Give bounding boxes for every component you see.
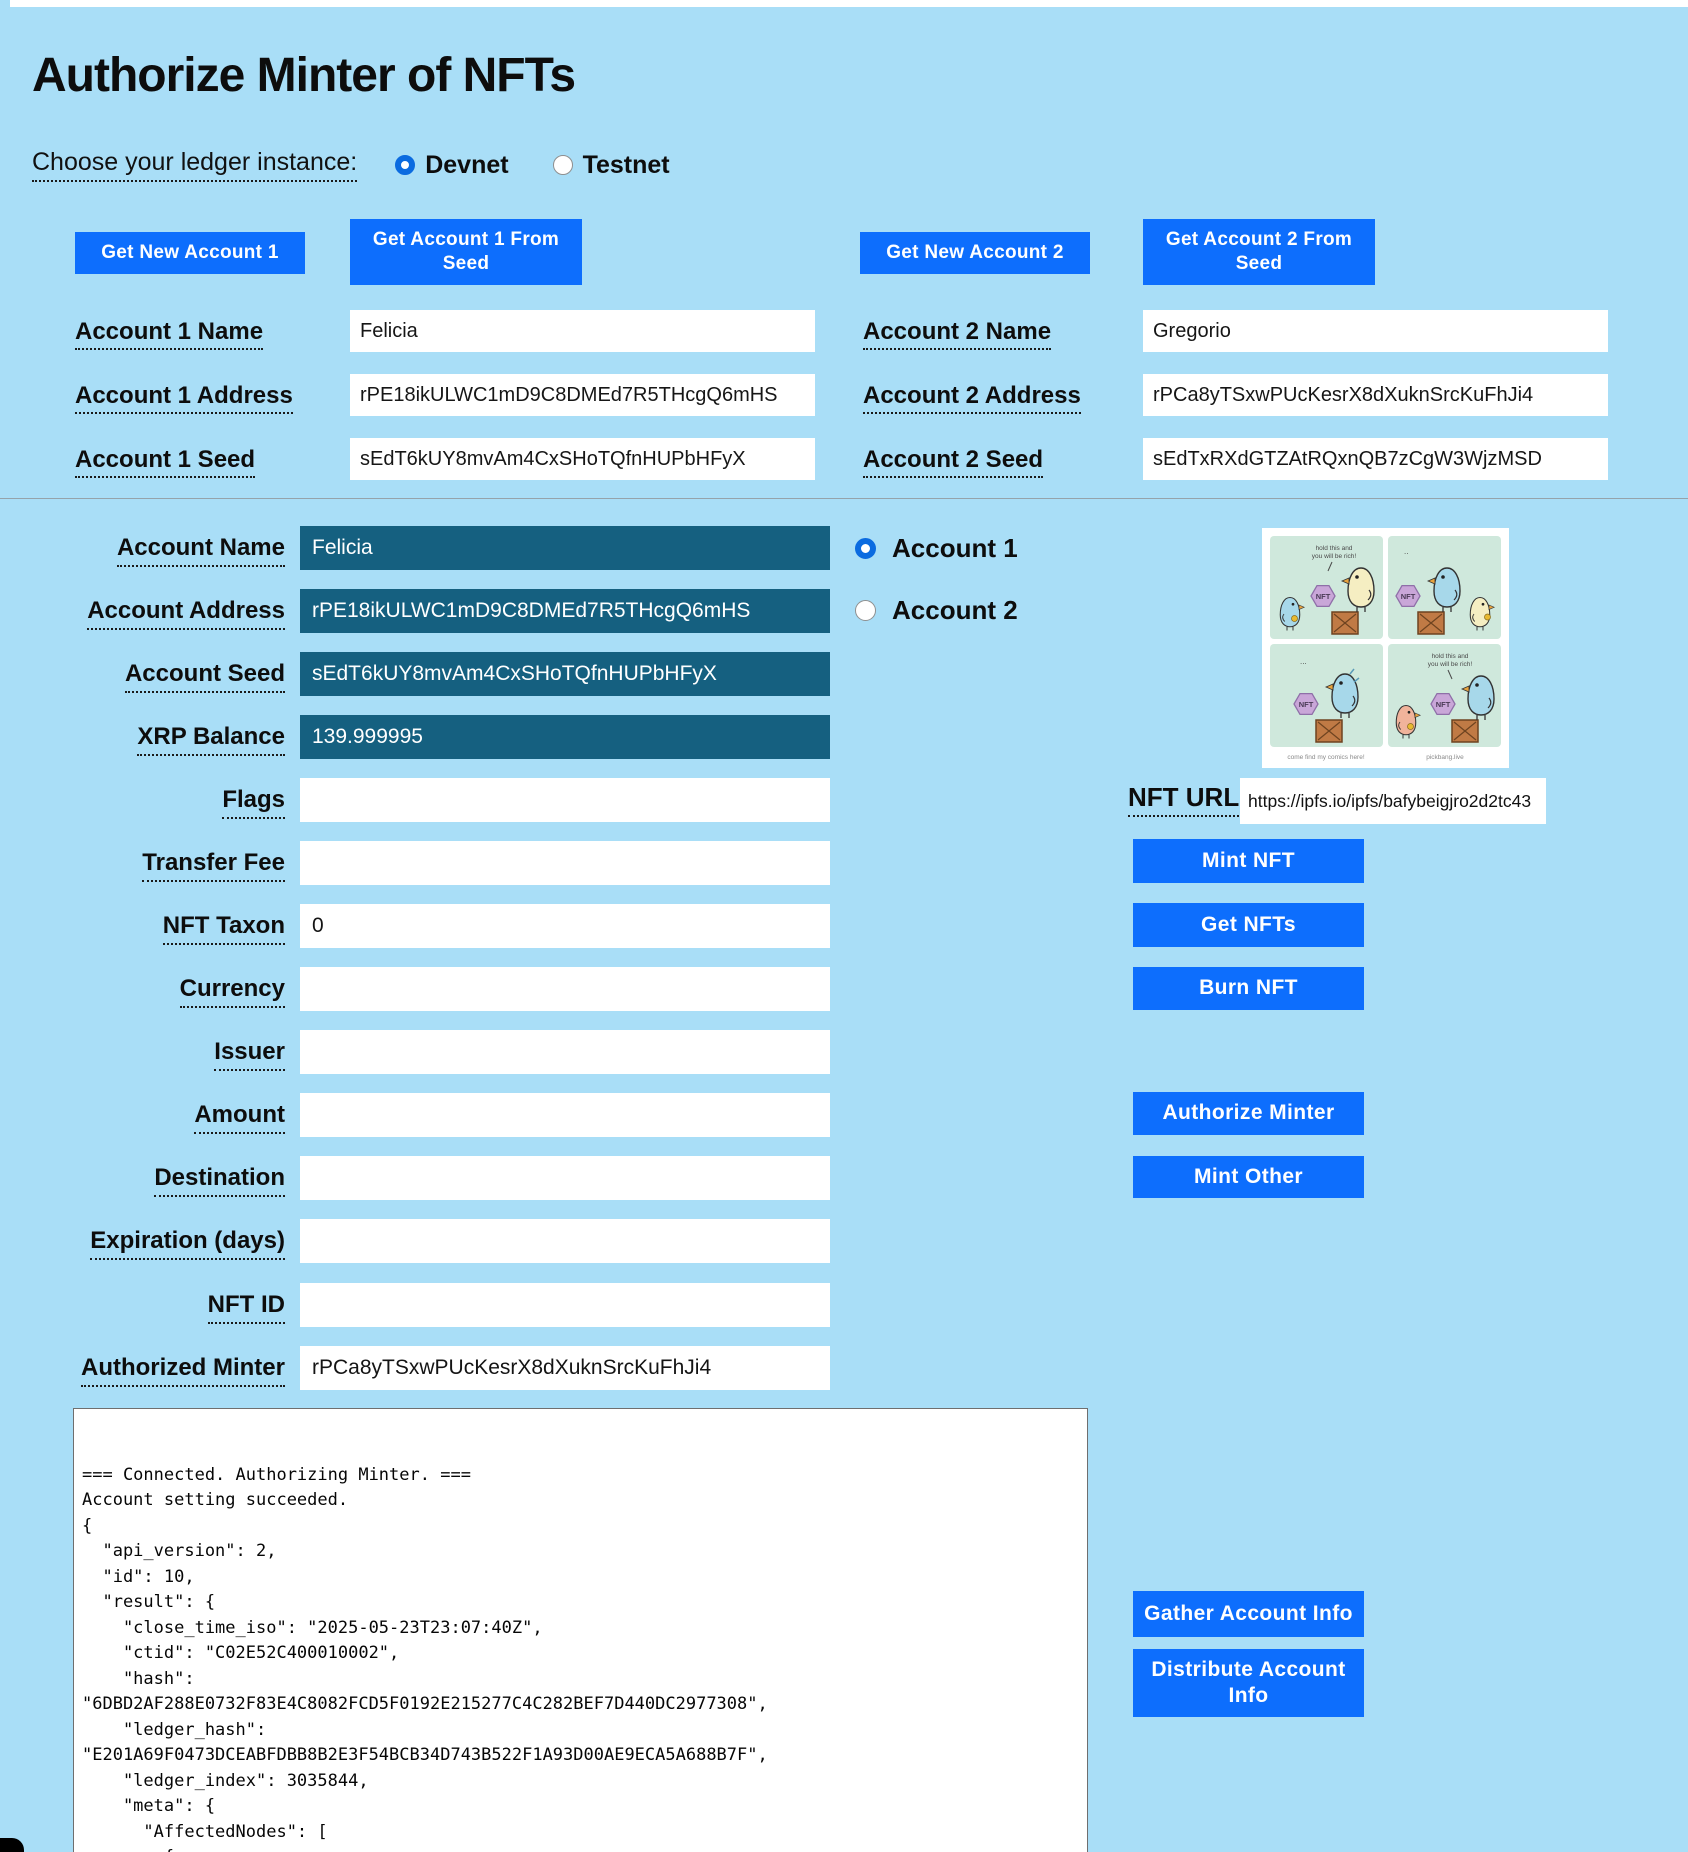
amount-label: Amount xyxy=(194,1101,285,1134)
nft-taxon-label: NFT Taxon xyxy=(163,912,285,945)
account-2-radio[interactable] xyxy=(855,600,876,621)
account-1-name-input[interactable]: Felicia xyxy=(350,310,815,352)
svg-text:...: ... xyxy=(1300,657,1307,666)
svg-text:hold this and: hold this and xyxy=(1431,653,1469,660)
svg-text:you will be rich!: you will be rich! xyxy=(1311,553,1357,560)
section-divider xyxy=(0,498,1688,499)
issuer-field[interactable] xyxy=(300,1030,830,1074)
account-2-seed-input[interactable]: sEdTxRXdGTZAtRQxnQB7zCgW3WjzMSD xyxy=(1143,438,1608,480)
burn-nft-button[interactable]: Burn NFT xyxy=(1133,967,1364,1010)
get-nfts-button[interactable]: Get NFTs xyxy=(1133,903,1364,947)
issuer-label: Issuer xyxy=(214,1038,285,1071)
devnet-radio[interactable] xyxy=(395,155,415,175)
nft-url-input[interactable]: https://ipfs.io/ipfs/bafybeigjro2d2tc43 xyxy=(1240,778,1546,824)
mint-nft-button[interactable]: Mint NFT xyxy=(1133,839,1364,883)
account-name-label: Account Name xyxy=(117,534,285,567)
distribute-account-info-button[interactable]: Distribute Account Info xyxy=(1133,1649,1364,1717)
transfer-fee-field[interactable] xyxy=(300,841,830,885)
authorize-minter-button[interactable]: Authorize Minter xyxy=(1133,1092,1364,1135)
flags-field[interactable] xyxy=(300,778,830,822)
expiration-days-label: Expiration (days) xyxy=(90,1227,285,1260)
nft-id-label: NFT ID xyxy=(208,1291,285,1324)
nft-id-field[interactable] xyxy=(300,1283,830,1327)
ledger-chooser xyxy=(32,148,670,182)
authorized-minter-label: Authorized Minter xyxy=(81,1354,285,1387)
page-title: Authorize Minter of NFTs xyxy=(32,49,576,102)
svg-text:..: .. xyxy=(1404,547,1409,556)
nft-taxon-field[interactable]: 0 xyxy=(300,904,830,948)
xrp-balance-label: XRP Balance xyxy=(137,723,285,756)
svg-text:NFT: NFT xyxy=(1400,592,1416,601)
account-2-radio-label[interactable]: Account 2 xyxy=(892,595,1018,625)
comic-panel-1 xyxy=(1270,536,1383,639)
account-address-field[interactable]: rPE18ikULWC1mD9C8DMEd7R5THcgQ6mHS xyxy=(300,589,830,633)
account-1-seed-label: Account 1 Seed xyxy=(75,446,255,478)
devnet-label[interactable]: Devnet xyxy=(425,150,509,179)
get-new-account-2-button[interactable]: Get New Account 2 xyxy=(860,232,1090,274)
results-textarea[interactable] xyxy=(73,1408,1088,1852)
get-account-1-from-seed-button[interactable]: Get Account 1 From Seed xyxy=(350,219,582,285)
get-new-account-1-button[interactable]: Get New Account 1 xyxy=(75,232,305,274)
account-1-seed-input[interactable]: sEdT6kUY8mvAm4CxSHoTQfnHUPbHFyX xyxy=(350,438,815,480)
comic-panel-4 xyxy=(1388,644,1501,747)
authorized-minter-field[interactable]: rPCa8yTSxwPUcKesrX8dXuknSrcKuFhJi4 xyxy=(300,1346,830,1390)
destination-field[interactable] xyxy=(300,1156,830,1200)
account-2-name-label: Account 2 Name xyxy=(863,318,1051,350)
nft-comic-image xyxy=(1262,528,1509,768)
account-1-radio[interactable] xyxy=(855,538,876,559)
expiration-days-field[interactable] xyxy=(300,1219,830,1263)
svg-text:NFT: NFT xyxy=(1315,592,1331,601)
mint-other-button[interactable]: Mint Other xyxy=(1133,1156,1364,1198)
currency-label: Currency xyxy=(180,975,285,1008)
account-seed-field[interactable]: sEdT6kUY8mvAm4CxSHoTQfnHUPbHFyX xyxy=(300,652,830,696)
account-2-address-label: Account 2 Address xyxy=(863,382,1081,414)
account-name-field[interactable]: Felicia xyxy=(300,526,830,570)
account-1-address-label: Account 1 Address xyxy=(75,382,293,414)
account-1-address-input[interactable]: rPE18ikULWC1mD9C8DMEd7R5THcgQ6mHS xyxy=(350,374,815,416)
nft-url-label: NFT URL xyxy=(1128,782,1239,813)
account-seed-label: Account Seed xyxy=(125,660,285,693)
account-2-name-input[interactable]: Gregorio xyxy=(1143,310,1608,352)
svg-text:NFT: NFT xyxy=(1435,700,1451,709)
destination-label: Destination xyxy=(154,1164,285,1197)
get-account-2-from-seed-button[interactable]: Get Account 2 From Seed xyxy=(1143,219,1375,285)
account-address-label: Account Address xyxy=(87,597,285,630)
testnet-radio[interactable] xyxy=(553,155,573,175)
svg-text:pickbang.live: pickbang.live xyxy=(1426,754,1464,761)
xrp-balance-field[interactable]: 139.999995 xyxy=(300,715,830,759)
account-1-radio-label[interactable]: Account 1 xyxy=(892,533,1018,563)
transfer-fee-label: Transfer Fee xyxy=(142,849,285,882)
comic-panel-3 xyxy=(1270,644,1383,747)
window-corner-artifact xyxy=(0,1838,24,1852)
amount-field[interactable] xyxy=(300,1093,830,1137)
account-2-address-input[interactable]: rPCa8yTSxwPUcKesrX8dXuknSrcKuFhJi4 xyxy=(1143,374,1608,416)
testnet-label[interactable]: Testnet xyxy=(582,150,670,179)
svg-text:hold this and: hold this and xyxy=(1315,545,1353,552)
window-edge xyxy=(10,0,1688,7)
ledger-instance-label: Choose your ledger instance: xyxy=(32,148,357,182)
svg-text:you will be rich!: you will be rich! xyxy=(1427,661,1473,668)
comic-panel-2 xyxy=(1388,536,1501,639)
account-2-seed-label: Account 2 Seed xyxy=(863,446,1043,478)
flags-label: Flags xyxy=(222,786,285,819)
currency-field[interactable] xyxy=(300,967,830,1011)
svg-text:NFT: NFT xyxy=(1298,700,1314,709)
account-1-name-label: Account 1 Name xyxy=(75,318,263,350)
gather-account-info-button[interactable]: Gather Account Info xyxy=(1133,1591,1364,1637)
svg-text:come find my comics here!: come find my comics here! xyxy=(1287,754,1365,761)
